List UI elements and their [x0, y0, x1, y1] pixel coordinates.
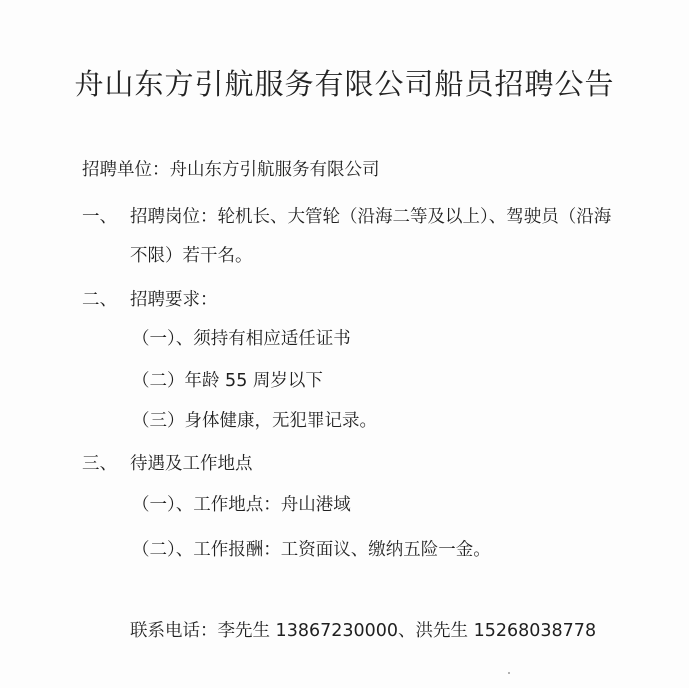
employer-line: 招聘单位：舟山东方引航服务有限公司 [82, 160, 380, 180]
section-2-text: 招聘要求： [130, 290, 218, 310]
section-2-item-3: （三）身体健康，无犯罪记录。 [132, 411, 377, 431]
section-2-item-1: （一）、须持有相应适任证书 [132, 329, 351, 349]
section-3-item-1: （一）、工作地点：舟山港域 [132, 495, 351, 515]
section-3-number: 三、 [82, 454, 117, 474]
section-1-number: 一、 [82, 207, 117, 227]
section-1-text: 招聘岗位：轮机长、大管轮（沿海二等及以上）、驾驶员（沿海 [130, 207, 612, 227]
notice-title: 舟山东方引航服务有限公司船员招聘公告 [74, 67, 615, 101]
section-2-number: 二、 [82, 290, 117, 310]
scan-speck [508, 672, 510, 674]
contact-line: 联系电话：李先生 13867230000、洪先生 15268038778 [130, 621, 597, 641]
section-2-item-2: （二）年龄 55 周岁以下 [132, 371, 323, 391]
section-3-item-2: （二）、工作报酬：工资面议、缴纳五险一金。 [132, 540, 491, 560]
section-1-continuation: 不限）若干名。 [130, 246, 253, 266]
section-3-text: 待遇及工作地点 [130, 454, 253, 474]
